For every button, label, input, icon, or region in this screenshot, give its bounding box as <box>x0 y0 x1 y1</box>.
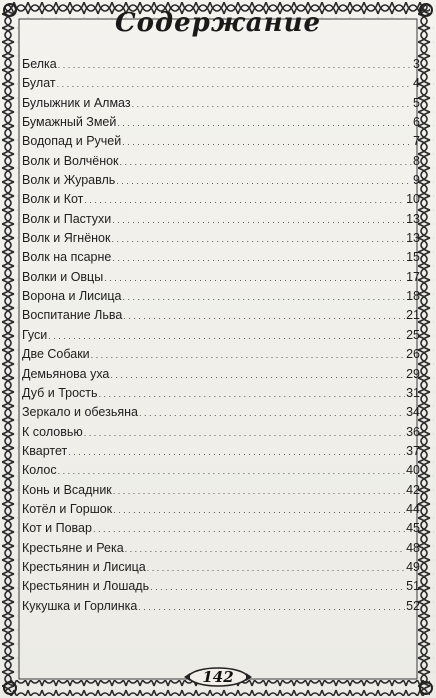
toc-entry-page: 26 <box>406 347 420 362</box>
dot-leader <box>48 331 405 341</box>
dot-leader <box>139 408 405 418</box>
toc-entry <box>22 521 420 540</box>
toc-entry <box>22 96 420 115</box>
toc-entry-page: 9 <box>413 173 420 188</box>
toc-entry-title: Колос <box>22 463 57 478</box>
dot-leader <box>132 99 412 109</box>
toc-entry <box>22 405 420 424</box>
toc-entry <box>22 541 420 560</box>
dot-leader <box>110 370 405 380</box>
toc-entry-title: Воспитание Льва <box>22 308 123 323</box>
toc-entry-page: 51 <box>406 579 420 594</box>
toc-entry <box>22 308 420 327</box>
toc-entry <box>22 560 420 579</box>
toc-entry-page: 6 <box>413 115 420 130</box>
toc-entry-title: Крестьянин и Лошадь <box>22 579 150 594</box>
dot-leader <box>91 350 405 360</box>
toc-entry-page: 13 <box>406 231 420 246</box>
table-of-contents <box>22 57 420 618</box>
toc-entry-title: Кукушка и Горлинка <box>22 598 138 613</box>
toc-entry-title: Дуб и Трость <box>22 385 98 400</box>
toc-entry-page: 15 <box>406 250 420 265</box>
toc-entry-page: 44 <box>406 501 420 516</box>
dot-leader <box>84 195 405 205</box>
toc-entry-title: Конь и Всадник <box>22 482 112 497</box>
toc-entry-title: Котёл и Горшок <box>22 501 113 516</box>
toc-entry <box>22 599 420 618</box>
toc-entry-page: 3 <box>413 57 420 71</box>
dot-leader <box>99 389 406 399</box>
toc-entry <box>22 270 420 289</box>
dot-leader <box>68 447 405 457</box>
toc-entry-page: 4 <box>413 76 420 91</box>
toc-entry <box>22 367 420 386</box>
toc-entry-title: Волк и Кот <box>22 192 84 207</box>
toc-entry <box>22 483 420 502</box>
toc-entry <box>22 502 420 521</box>
dot-leader <box>93 524 405 534</box>
toc-entry-title: Волк и Ягнёнок <box>22 231 111 246</box>
toc-entry-title: Две Собаки <box>22 347 90 362</box>
toc-entry-page: 42 <box>406 482 420 497</box>
toc-entry-title: Гуси <box>22 327 48 342</box>
toc-entry-title: Водопад и Ручей <box>22 134 122 149</box>
toc-entry-page: 52 <box>406 598 420 613</box>
toc-entry-page: 8 <box>413 153 420 168</box>
dot-leader <box>111 234 405 244</box>
page-title: Содержание <box>114 8 322 38</box>
toc-entry <box>22 115 420 134</box>
toc-entry-title: Бумажный Змей <box>22 115 117 130</box>
toc-entry-page: 45 <box>406 521 420 536</box>
dot-leader <box>104 273 405 283</box>
toc-entry-title: Зеркало и обезьяна <box>22 405 138 420</box>
toc-entry-title: К соловью <box>22 424 83 439</box>
toc-entry-title: Волк и Журавль <box>22 173 116 188</box>
toc-entry <box>22 347 420 366</box>
toc-entry-page: 49 <box>406 559 420 574</box>
dot-leader <box>84 428 405 438</box>
toc-entry-page: 48 <box>406 540 420 555</box>
toc-entry-title: Белка <box>22 57 57 71</box>
dot-leader <box>123 311 405 321</box>
dot-leader <box>125 544 405 554</box>
toc-entry <box>22 134 420 153</box>
dot-leader <box>112 215 405 225</box>
toc-entry <box>22 250 420 269</box>
toc-entry-title: Квартет <box>22 443 68 458</box>
dot-leader <box>117 118 412 128</box>
toc-entry-page: 31 <box>406 385 420 400</box>
dot-leader <box>58 60 412 70</box>
toc-entry <box>22 192 420 211</box>
dot-leader <box>138 602 405 612</box>
toc-entry-title: Волк на псарне <box>22 250 112 265</box>
toc-entry-page: 37 <box>406 443 420 458</box>
toc-entry <box>22 328 420 347</box>
toc-entry <box>22 444 420 463</box>
dot-leader <box>112 253 405 263</box>
dot-leader <box>147 563 405 573</box>
dot-leader <box>58 466 405 476</box>
toc-entry-page: 34 <box>406 405 420 420</box>
toc-entry-page: 25 <box>406 327 420 342</box>
dot-leader <box>116 176 412 186</box>
toc-entry-title: Крестьянин и Лисица <box>22 559 146 574</box>
dot-leader <box>113 486 405 496</box>
toc-entry <box>22 425 420 444</box>
toc-entry-page: 18 <box>406 289 420 304</box>
toc-entry <box>22 463 420 482</box>
toc-entry-page: 5 <box>413 95 420 110</box>
toc-entry <box>22 386 420 405</box>
toc-entry-page: 7 <box>413 134 420 149</box>
toc-entry-page: 40 <box>406 463 420 478</box>
toc-entry <box>22 579 420 598</box>
toc-entry <box>22 76 420 95</box>
toc-entry <box>22 57 420 76</box>
dot-leader <box>113 505 405 515</box>
toc-entry-title: Ворона и Лисица <box>22 289 122 304</box>
toc-entry-page: 21 <box>406 308 420 323</box>
toc-entry-page: 29 <box>406 366 420 381</box>
dot-leader <box>122 137 412 147</box>
toc-entry-title: Булат <box>22 76 56 91</box>
toc-entry <box>22 231 420 250</box>
dot-leader <box>120 157 413 167</box>
toc-entry-page: 17 <box>406 269 420 284</box>
toc-entry <box>22 173 420 192</box>
toc-entry-title: Волк и Пастухи <box>22 211 112 226</box>
toc-entry-title: Волк и Волчёнок <box>22 153 119 168</box>
dot-leader <box>57 79 412 89</box>
toc-entry-title: Кот и Повар <box>22 521 92 536</box>
toc-entry-title: Волки и Овцы <box>22 269 104 284</box>
toc-entry-title: Крестьяне и Река <box>22 540 124 555</box>
toc-entry-title: Демьянова уха <box>22 366 110 381</box>
toc-entry-title: Булыжник и Алмаз <box>22 95 131 110</box>
toc-entry-page: 36 <box>406 424 420 439</box>
page-number: 142 <box>202 668 234 686</box>
toc-entry <box>22 289 420 308</box>
toc-entry <box>22 212 420 231</box>
dot-leader <box>150 582 405 592</box>
toc-entry <box>22 154 420 173</box>
toc-entry-page: 10 <box>406 192 420 207</box>
dot-leader <box>123 292 406 302</box>
toc-entry-page: 13 <box>406 211 420 226</box>
